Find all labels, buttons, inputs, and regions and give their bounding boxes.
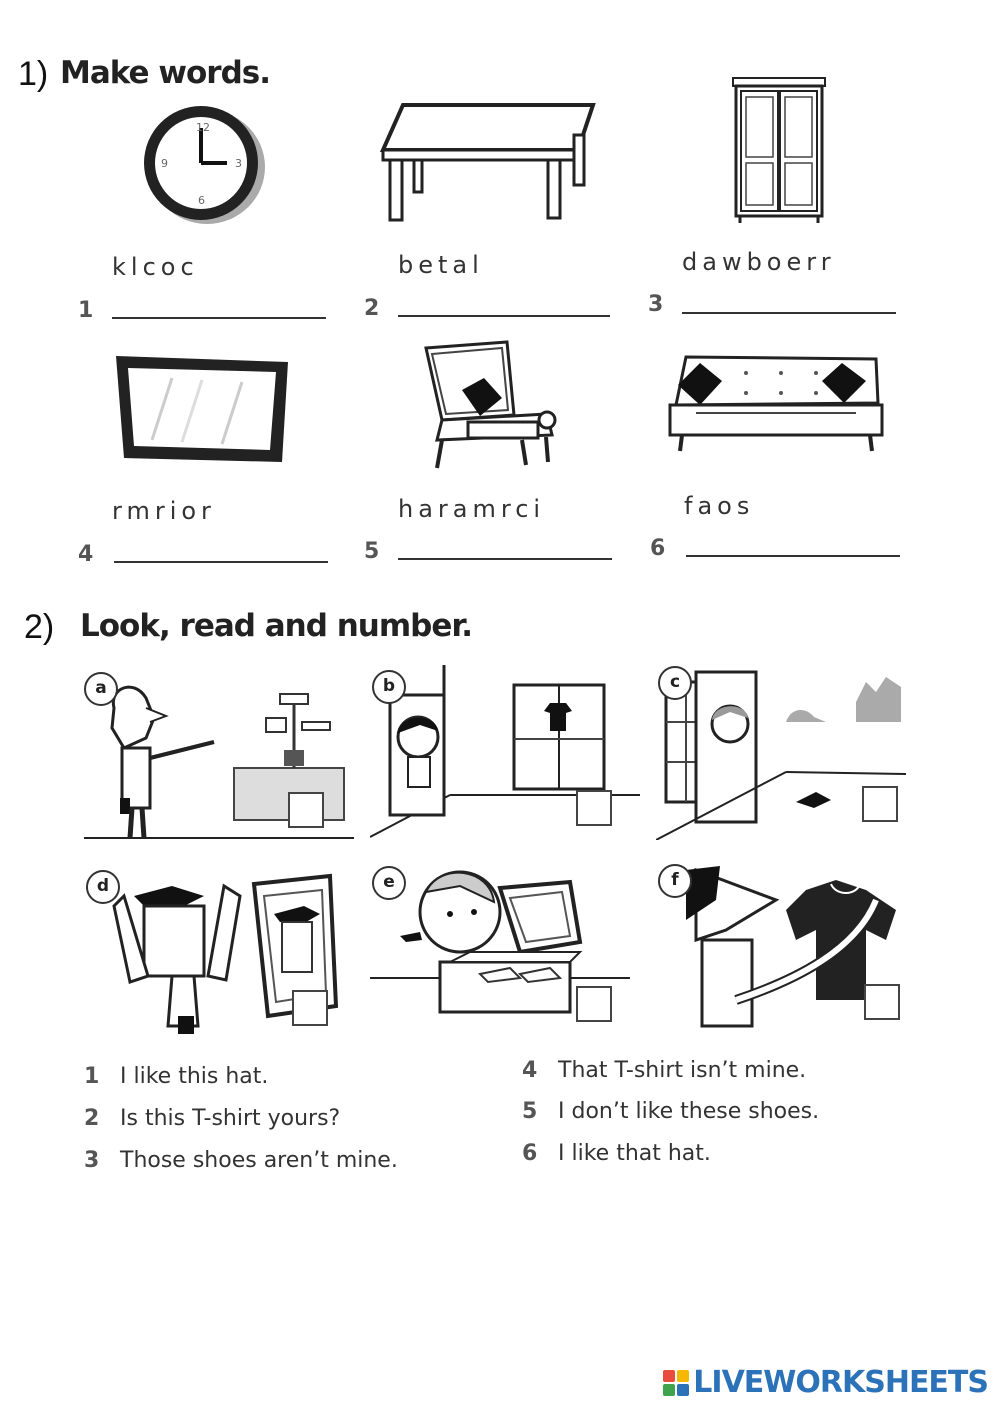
picture-letter-f: f bbox=[658, 864, 692, 898]
question-number-2: 2 bbox=[364, 296, 380, 321]
sentence-2 bbox=[84, 1106, 340, 1131]
answer-field-3[interactable] bbox=[682, 284, 896, 314]
question-number-6: 6 bbox=[650, 536, 666, 561]
question-number-3: 3 bbox=[648, 292, 664, 317]
picture-letter-b: b bbox=[372, 670, 406, 704]
table-icon bbox=[378, 100, 598, 225]
sentence-number-6: 6 bbox=[522, 1141, 538, 1166]
scramble-word-2: betal bbox=[398, 251, 484, 279]
sentence-6 bbox=[522, 1141, 711, 1166]
sentence-text-6: I like that hat. bbox=[558, 1141, 711, 1166]
sentence-1 bbox=[84, 1064, 268, 1089]
armchair-icon bbox=[422, 340, 557, 475]
number-box-e[interactable] bbox=[576, 986, 612, 1022]
exercise-2-title: Look, read and number. bbox=[80, 608, 473, 644]
scramble-word-6: faos bbox=[684, 492, 755, 520]
picture-letter-a: a bbox=[84, 672, 118, 706]
number-box-c[interactable] bbox=[862, 786, 898, 822]
wardrobe-icon bbox=[730, 75, 828, 225]
svg-text:6: 6 bbox=[198, 194, 205, 207]
sentence-text-3: Those shoes aren’t mine. bbox=[120, 1148, 398, 1173]
sofa-icon bbox=[666, 355, 886, 455]
exercise-1-title: Make words. bbox=[60, 55, 271, 91]
clock-icon bbox=[135, 100, 270, 230]
svg-text:12: 12 bbox=[196, 121, 210, 134]
liveworksheets-brand bbox=[663, 1365, 988, 1400]
sentence-number-1: 1 bbox=[84, 1064, 100, 1089]
question-number-5: 5 bbox=[364, 539, 380, 564]
answer-field-4[interactable] bbox=[114, 533, 328, 563]
sentence-text-5: I don’t like these shoes. bbox=[558, 1099, 820, 1124]
sentence-number-3: 3 bbox=[84, 1148, 100, 1173]
brand-text: LIVEWORKSHEETS bbox=[693, 1365, 988, 1400]
scramble-word-4: rmrior bbox=[112, 497, 216, 525]
sentence-3 bbox=[84, 1148, 398, 1173]
picture-letter-e: e bbox=[372, 866, 406, 900]
svg-text:3: 3 bbox=[235, 157, 242, 170]
exercise-2-number: 2) bbox=[24, 608, 55, 646]
answer-field-1[interactable] bbox=[112, 289, 326, 319]
number-box-d[interactable] bbox=[292, 990, 328, 1026]
sentence-number-4: 4 bbox=[522, 1058, 538, 1083]
scramble-word-3: dawboerr bbox=[682, 248, 836, 276]
scramble-word-1: klcoc bbox=[112, 253, 199, 281]
exercise-1-number: 1) bbox=[18, 55, 49, 93]
answer-field-5[interactable] bbox=[398, 530, 612, 560]
sentence-5 bbox=[522, 1099, 819, 1124]
svg-text:9: 9 bbox=[161, 157, 168, 170]
sentence-number-2: 2 bbox=[84, 1106, 100, 1131]
sentence-4 bbox=[522, 1058, 806, 1083]
picture-letter-d: d bbox=[86, 870, 120, 904]
sentence-number-5: 5 bbox=[522, 1099, 538, 1124]
number-box-f[interactable] bbox=[864, 984, 900, 1020]
question-number-4: 4 bbox=[78, 542, 94, 567]
liveworksheets-logo-icon bbox=[663, 1370, 689, 1396]
question-number-1: 1 bbox=[78, 298, 94, 323]
answer-field-6[interactable] bbox=[686, 527, 900, 557]
sentence-text-4: That T-shirt isn’t mine. bbox=[558, 1058, 807, 1083]
sentence-text-2: Is this T-shirt yours? bbox=[120, 1106, 341, 1131]
picture-letter-c: c bbox=[658, 666, 692, 700]
mirror-icon bbox=[112, 352, 292, 467]
scramble-word-5: haramrci bbox=[398, 495, 546, 523]
number-box-a[interactable] bbox=[288, 792, 324, 828]
answer-field-2[interactable] bbox=[398, 287, 610, 317]
number-box-b[interactable] bbox=[576, 790, 612, 826]
sentence-text-1: I like this hat. bbox=[120, 1064, 269, 1089]
